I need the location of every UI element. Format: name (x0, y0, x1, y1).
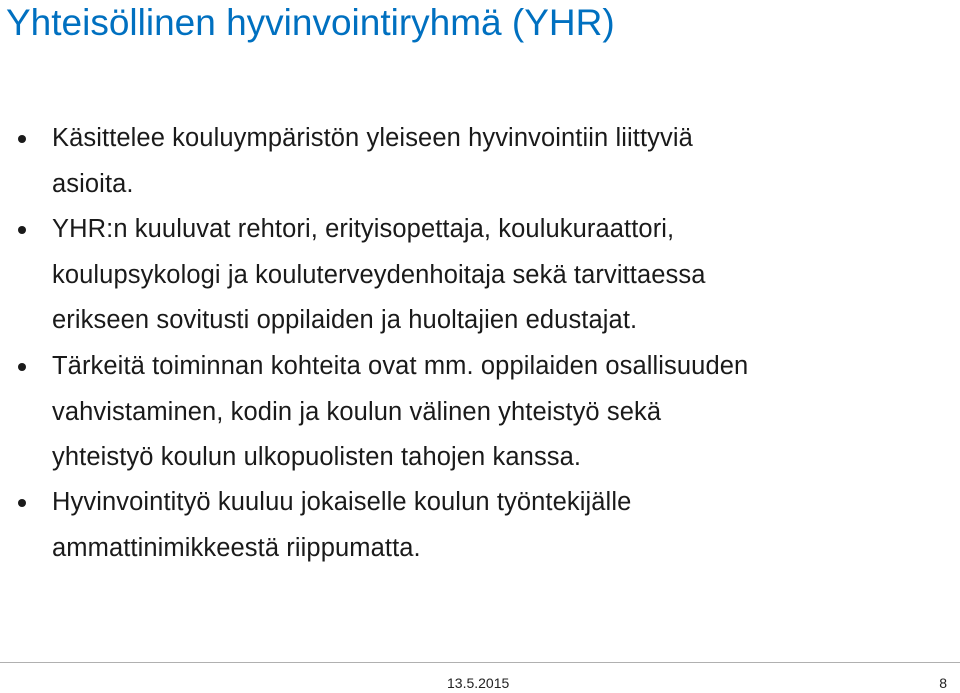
bullet-item (52, 207, 952, 344)
bullet-text-line: ammattinimikkeestä riippumatta. (52, 533, 421, 562)
slide-title: Yhteisöllinen hyvinvointiryhmä (YHR) (6, 2, 615, 43)
footer-divider (0, 662, 960, 663)
bullet-text-line: asioita. (52, 169, 134, 198)
footer-date: 13.5.2015 (447, 675, 510, 691)
bullet-dot-icon (18, 135, 26, 143)
bullet-text-line: erikseen sovitusti oppilaiden ja huoltajien edustajat. (52, 306, 638, 334)
bullet-dot-icon (18, 363, 26, 371)
bullet-item (52, 116, 952, 207)
bullet-text-line: Tärkeitä toiminnan kohteita ovat mm. oppilaiden osallisuuden (52, 352, 749, 380)
bullet-text-line: vahvistaminen, kodin ja koulun välinen yhteistyö sekä (52, 397, 662, 426)
bullet-text-line: yhteistyö koulun ulkopuolisten tahojen kanssa. (52, 443, 582, 471)
bullet-dot-icon (18, 499, 26, 507)
bullet-text-line: Hyvinvointityö kuuluu jokaiselle koulun työntekijälle (52, 488, 632, 516)
bullet-text-line: Käsittelee kouluympäristön yleiseen hyvinvointiin liittyviä (52, 124, 693, 152)
bullet-item (52, 344, 952, 481)
bullet-item (52, 480, 952, 571)
bullet-text-line: YHR:n kuuluvat rehtori, erityisopettaja, koulukuraattori, (52, 215, 675, 243)
page-number: 8 (939, 675, 947, 691)
bullet-dot-icon (18, 226, 26, 234)
bullet-text-line: koulupsykologi ja kouluterveydenhoitaja sekä tarvittaessa (52, 260, 706, 289)
